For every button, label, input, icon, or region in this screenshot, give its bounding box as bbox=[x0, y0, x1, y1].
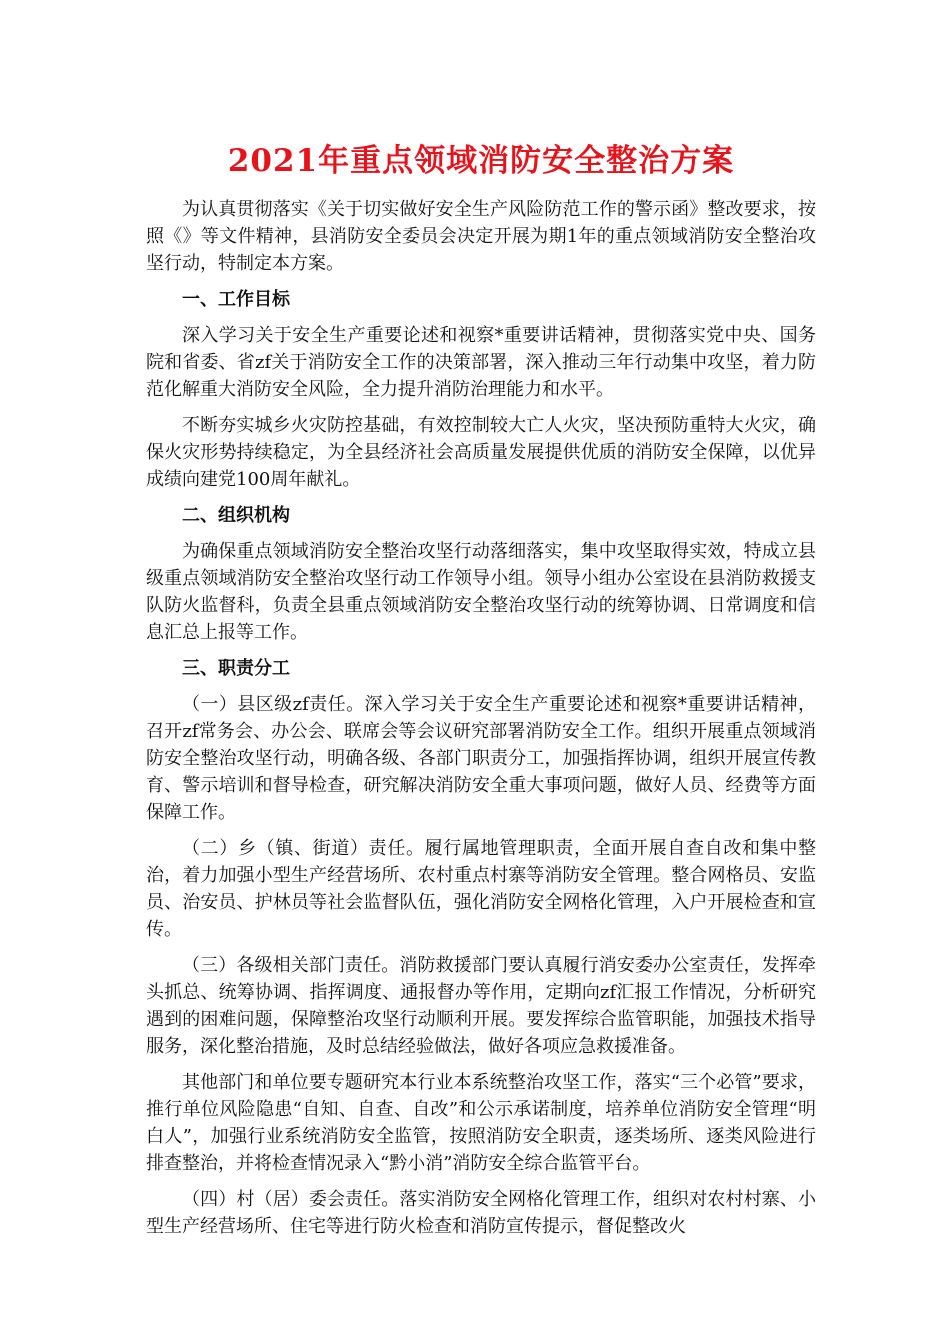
paragraph: 不断夯实城乡火灾防控基础，有效控制较大亡人火灾，坚决预防重特大火灾，确保火灾形势持续稳定，为全县经济社会高质量发展提供优质的消防安全保障，以优异成绩向建党100周年献礼。 bbox=[146, 415, 816, 490]
paragraph: （三）各级相关部门责任。消防救援部门要认真履行消安委办公室责任，发挥牵头抓总、统筹协调、指挥调度、通报督办等作用，定期向zf汇报工作情况，分析研究遇到的困难问题，保障整治攻坚行动顺利开展。要发挥综合监管职能，加强技术指导服务，深化整治措施，及时总结经验做法，做好各项应急救援准备。 bbox=[146, 955, 816, 1057]
section-heading-goals: 一、工作目标 bbox=[182, 289, 290, 310]
paragraph: （二）乡（镇、街道）责任。履行属地管理职责，全面开展自查自改和集中整治，着力加强小型生产经营场所、农村重点村寨等消防安全管理。整合网格员、安监员、治安员、护林员等社会监督队伍，强化消防安全网格化管理，入户开展检查和宣传。 bbox=[146, 838, 816, 940]
paragraph: （一）县区级zf责任。深入学习关于安全生产重要论述和视察*重要讲话精神，召开zf常务会、办公会、联席会等会议研究部署消防安全工作。组织开展重点领域消防安全整治攻坚行动，明确各级、各部门职责分工，加强指挥协调，组织开展宣传教育、警示培训和督导检查，研究解决消防安全重大事项问题，做好人员、经费等方面保障工作。 bbox=[146, 694, 816, 823]
section-heading-responsibilities: 三、职责分工 bbox=[182, 658, 290, 679]
section-heading-organization: 二、组织机构 bbox=[182, 505, 290, 526]
paragraph: 其他部门和单位要专题研究本行业本系统整治攻坚工作，落实“三个必管”要求，推行单位风险隐患“自知、自查、自改”和公示承诺制度，培养单位消防安全管理“明白人”，加强行业系统消防安全监管，按照消防安全职责，逐类场所、逐类风险进行排查整治，并将检查情况录入“黔小消”消防安全综合监管平台。 bbox=[146, 1072, 816, 1174]
paragraph: （四）村（居）委会责任。落实消防安全网格化管理工作，组织对农村村寨、小型生产经营场所、住宅等进行防火检查和消防宣传提示，督促整改火 bbox=[146, 1189, 816, 1237]
intro-paragraph: 为认真贯彻落实《关于切实做好安全生产风险防范工作的警示函》整改要求，按照《》等文件精神，县消防安全委员会决定开展为期1年的重点领域消防安全整治攻坚行动，特制定本方案。 bbox=[146, 199, 816, 274]
paragraph: 深入学习关于安全生产重要论述和视察*重要讲话精神，贯彻落实党中央、国务院和省委、省zf关于消防安全工作的决策部署，深入推动三年行动集中攻坚，着力防范化解重大消防安全风险，全力提升消防治理能力和水平。 bbox=[146, 325, 816, 400]
paragraph: 为确保重点领域消防安全整治攻坚行动落细落实，集中攻坚取得实效，特成立县级重点领域消防安全整治攻坚行动工作领导小组。领导小组办公室设在县消防救援支队防火监督科，负责全县重点领域消防安全整治攻坚行动的统筹协调、日常调度和信息汇总上报等工作。 bbox=[146, 541, 816, 643]
document-title: 2021年重点领域消防安全整治方案 bbox=[227, 143, 735, 179]
